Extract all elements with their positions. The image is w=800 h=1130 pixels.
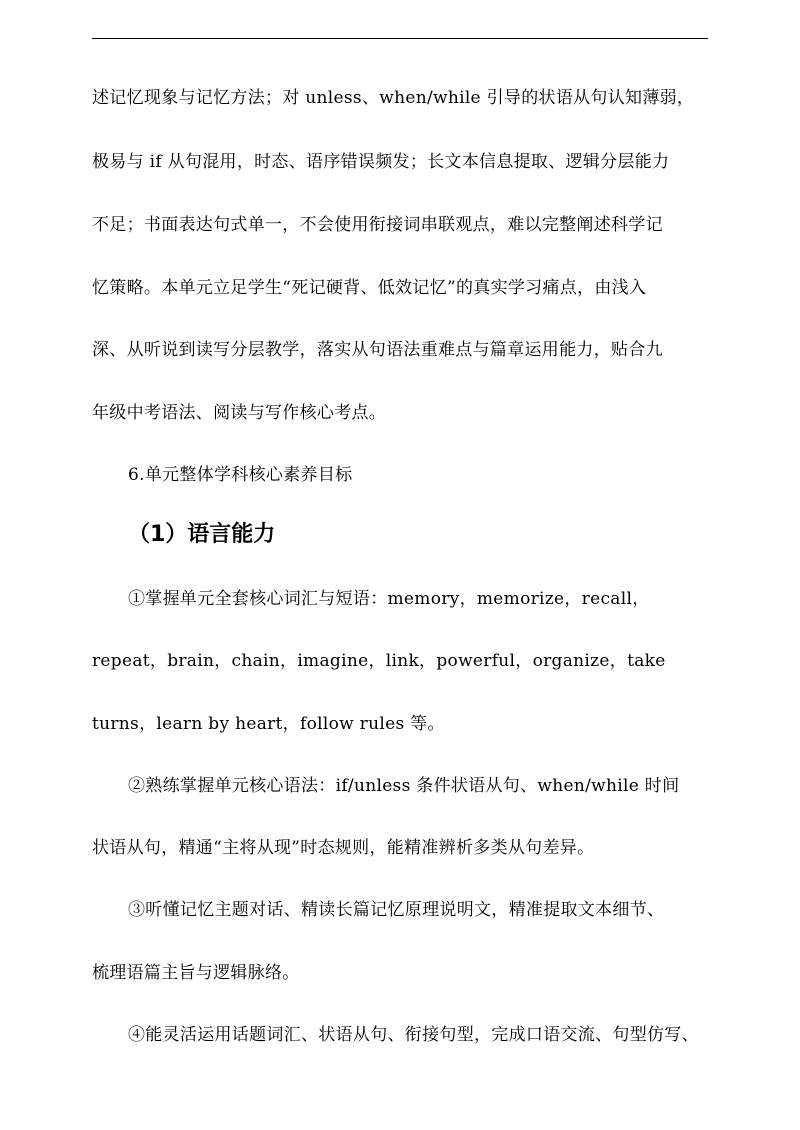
subsection-title: （1）语言能力 xyxy=(128,522,276,547)
paragraph-line: 不足；书面表达句式单一，不会使用衔接词串联观点，难以完整阐述科学记 xyxy=(92,215,663,235)
paragraph-line: 深、从听说到读写分层教学，落实从句语法重难点与篇章运用能力，贴合九 xyxy=(92,340,663,360)
objective-line: 状语从句，精通“主将从现”时态规则，能精准辨析多类从句差异。 xyxy=(92,838,595,858)
objective-line: ④能灵活运用话题词汇、状语从句、衔接句型，完成口语交流、句型仿写、 xyxy=(128,1025,699,1045)
paragraph-line: 极易与 if 从句混用，时态、语序错误频发；长文本信息提取、逻辑分层能力 xyxy=(92,152,670,172)
objective-line: 梳理语篇主旨与逻辑脉络。 xyxy=(92,963,300,983)
header-rule xyxy=(92,38,708,39)
paragraph-line: 忆策略。本单元立足学生“死记硬背、低效记忆”的真实学习痛点，由浅入 xyxy=(92,278,647,298)
objective-line: ①掌握单元全套核心词汇与短语：memory，memorize，recall， xyxy=(128,589,650,609)
objective-line: ③听懂记忆主题对话、精读长篇记忆原理说明文，精准提取文本细节、 xyxy=(128,900,665,920)
paragraph-line: 述记忆现象与记忆方法；对 unless、when/while 引导的状语从句认知薄弱， xyxy=(92,88,695,108)
objective-line: ②熟练掌握单元核心语法：if/unless 条件状语从句、when/while 时间 xyxy=(128,776,680,796)
paragraph-line: 年级中考语法、阅读与写作核心考点。 xyxy=(92,403,387,423)
section-title: 6.单元整体学科核心素养目标 xyxy=(128,465,353,485)
objective-line: turns，learn by heart，follow rules 等。 xyxy=(92,714,445,734)
objective-line: repeat，brain，chain，imagine，link，powerful，organize，take xyxy=(92,651,666,671)
